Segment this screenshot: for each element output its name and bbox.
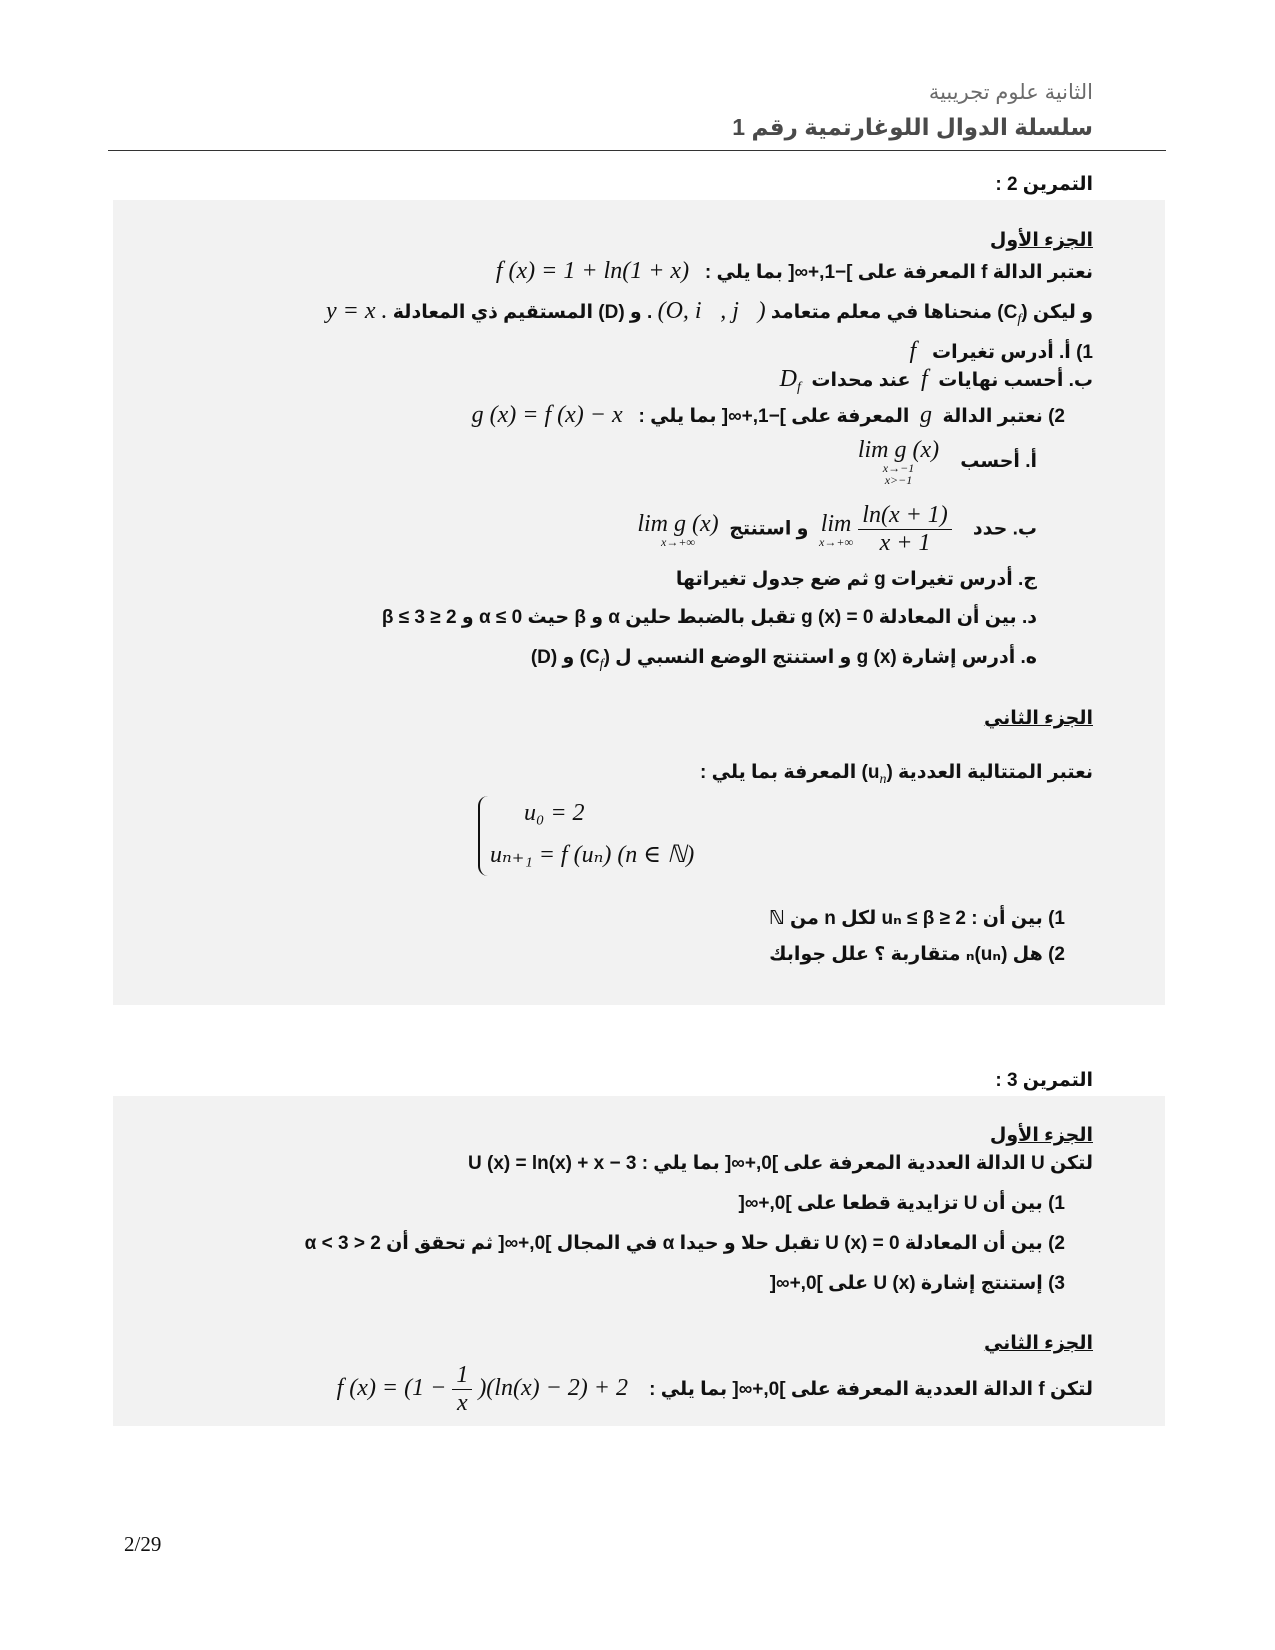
ex2-q1a-text: 1) أ. أدرس تغيرات — [932, 342, 1093, 363]
ex3-p2-intro-text: لتكن f الدالة العددية المعرفة على ]0,+∞[ بما يلي : — [649, 1379, 1093, 1401]
level-label: الثانية علوم تجريبية — [928, 81, 1093, 104]
ex2-q2-mid: المعرفة على ]−1,+∞[ بما يلي : — [638, 406, 910, 427]
ex2-q1a — [909, 338, 1093, 365]
ex2-line-eq: y = x . — [326, 298, 388, 324]
ex2-q2a-lim-sub1: x→−1 — [882, 461, 915, 475]
ex2-q1a-var: f — [909, 338, 917, 364]
ex2-q2b-num: ln(x + 1) — [858, 502, 952, 530]
ex2-q1b-end: عند محدات — [811, 370, 911, 391]
header-divider — [108, 150, 1166, 151]
ex3-p2-intro — [337, 1362, 1093, 1417]
ex2-q1b-text: ب. أحسب نهايات — [938, 370, 1093, 391]
ex2-part2-heading: الجزء الثاني — [983, 708, 1093, 729]
ex2-p2-intro: نعتبر المتتالية العددية $(u_n)$ المعرفة بما يلي : — [700, 762, 1093, 787]
ex3-formula-den: x — [456, 1390, 468, 1416]
lim-sub-2: x→+∞ — [661, 534, 695, 549]
ex3-part1-heading: الجزء الأول — [989, 1125, 1093, 1146]
ex2-q2b-lim-inf — [819, 512, 853, 548]
ex2-p2-q2: 2) هل (uₙ)ₙ متقاربة ؟ علل جوابك — [769, 944, 1065, 965]
ex2-frame: (O, i⃗, j⃗) — [657, 298, 766, 324]
lim-sub: x→+∞ — [819, 534, 854, 549]
ex2-q2d: د. بين أن المعادلة g (x) = 0 تقبل بالضبط حلين α و β حيث α ≤ 0 و 2 ≤ β ≤ 3 — [381, 607, 1037, 628]
ex2-q2-var: g — [919, 402, 932, 428]
ex2-line-text: . و (D) المستقيم ذي المعادلة — [392, 302, 653, 323]
ex2-curve-text2: ) منحناها في معلم متعامد — [770, 302, 1004, 323]
ex2-q2e-text: ه. أدرس إشارة g (x) و استنتج الوضع النسبي ل (C — [585, 647, 1037, 668]
ex2-q2e-end: ) و (D) — [530, 647, 586, 668]
ex2-q2b-fraction — [858, 502, 952, 557]
ex3-formula-fraction — [452, 1362, 472, 1417]
lim-word: lim — [820, 510, 852, 537]
ex2-part1-heading: الجزء الأول — [989, 230, 1093, 251]
ex2-q2a-text: أ. أحسب — [960, 451, 1037, 473]
ex3-part2-heading: الجزء الثاني — [983, 1333, 1093, 1354]
system-eq-2: uₙ₊₁ = f (uₙ) (n ∈ ℕ) — [490, 842, 695, 868]
ex2-q2b-mid: و استنتج — [729, 518, 809, 540]
ex2-p2-intro-text: نعتبر المتتالية العددية (u — [867, 762, 1093, 783]
ex2-q2b-lim-g — [637, 512, 718, 548]
ex2-q2a-lim-sub2: x>−1 — [884, 473, 913, 487]
ex2-q2a-limit — [858, 438, 939, 486]
ex3-f-definition — [336, 1362, 628, 1416]
ex3-q3: 3) إستنتج إشارة U (x) على ]0,+∞[ — [769, 1273, 1065, 1294]
ex2-p2-q1: 1) بين أن : 2 ≤ uₙ ≤ β لكل n من ℕ — [768, 908, 1065, 929]
ex2-q2-text: 2) نعتبر الدالة — [942, 406, 1065, 427]
ex2-intro-line — [496, 258, 1093, 285]
ex2-p2-intro-end: ) المعرفة بما يلي : — [700, 762, 868, 783]
ex2-intro-text: نعتبر الدالة f المعرفة على ]−1,+∞[ بما يلي : — [704, 262, 1093, 283]
ex2-q2 — [472, 402, 1065, 429]
ex3-intro: لتكن U الدالة العددية المعرفة على ]0,+∞[ بما يلي : U (x) = ln(x) + x − 3 — [468, 1153, 1093, 1174]
ex2-q2b — [637, 502, 1037, 557]
ex2-q2b-text: ب. حدد — [972, 518, 1037, 540]
ex2-q1b: ب. أحسب نهايات f عند محدات $D_f$ — [779, 366, 1093, 395]
ex3-formula-a: f (x) = (1 − — [336, 1375, 447, 1402]
ex2-q1b-var: f — [921, 366, 928, 392]
ex2-curve-line: و ليكن $(C_f)$ منحناها في معلم متعامد (O, i⃗, j⃗) . و (D) المستقيم ذي المعادلة y = x . — [326, 298, 1093, 327]
ex2-q2a — [858, 438, 1037, 486]
ex3-formula-num: 1 — [452, 1362, 472, 1390]
system-eq-1: u₀ = 2 — [524, 800, 585, 826]
ex2-q2b-lim-expr: lim g (x) — [637, 510, 719, 537]
ex3-q1: 1) بين أن U تزايدية قطعا على ]0,+∞[ — [738, 1193, 1065, 1214]
ex3-q2: 2) بين أن المعادلة U (x) = 0 تقبل حلا و حيدا α في المجال ]0,+∞[ ثم تحقق أن 2 < α < 3 — [304, 1233, 1065, 1254]
exercise-3-title: التمرين 3 : — [995, 1070, 1093, 1091]
ex2-q2c: ج. أدرس تغيرات g ثم ضع جدول تغيراتها — [675, 569, 1037, 590]
ex2-q1b-dom: D — [779, 366, 797, 392]
ex2-f-definition: f (x) = 1 + ln(1 + x) — [495, 258, 690, 284]
series-title: سلسلة الدوال اللوغارتمية رقم 1 — [732, 114, 1093, 140]
ex2-q2a-lim-expr: lim g (x) — [857, 437, 940, 463]
ex2-g-definition: g (x) = f (x) − x — [471, 402, 623, 428]
ex3-formula-b: )(ln(x) − 2) + 2 — [478, 1375, 628, 1402]
ex2-curve-text: و ليكن (C — [1003, 302, 1093, 323]
ex2-q2b-den: x + 1 — [879, 530, 931, 556]
page-number: 2/29 — [124, 1532, 162, 1556]
ex2-q2e: ه. أدرس إشارة g (x) و استنتج الوضع النسبي ل $(C_f)$ و (D) — [530, 647, 1037, 672]
exercise-2-title: التمرين 2 : — [995, 174, 1093, 195]
